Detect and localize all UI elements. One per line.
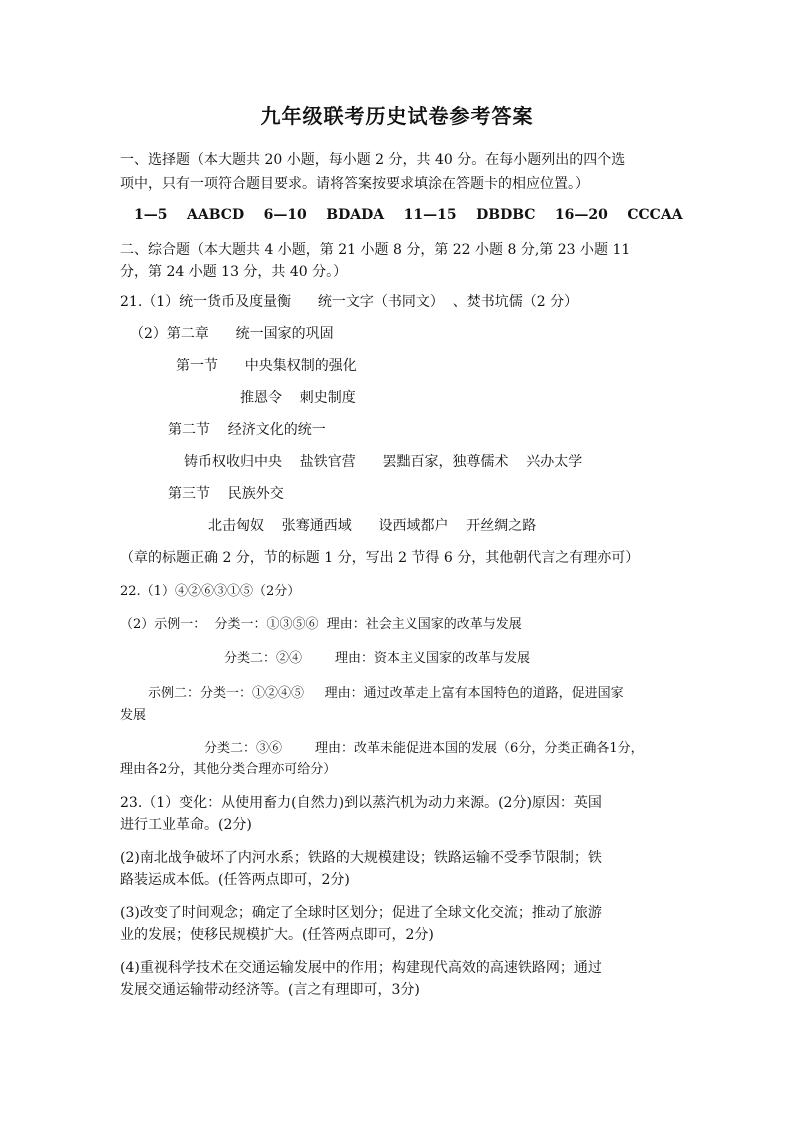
q21-part2-chapter: （2）第二章 统一国家的巩固 <box>130 326 334 342</box>
q21-section1-items: 推恩令 刺史制度 <box>240 390 356 406</box>
q22-example2-class2: 分类二：③⑥ 理由：改革未能促进本国的发展（6分，分类正确各1分， <box>204 741 644 756</box>
q21-scoring-note: （章的标题正确 2 分，节的标题 1 分，写出 2 节得 6 分，其他朝代言之有理亦可） <box>120 550 640 566</box>
q23-part3-line2: 业的发展；使移民规模扩大。(任答两点即可，2分) <box>120 927 434 943</box>
section1-intro-line1: 一、选择题（本大题共 20 小题，每小题 2 分，共 40 分。在每小题列出的四个选 <box>120 152 626 168</box>
q23-part3-line1: (3)改变了时间观念；确定了全球时区划分；促进了全球文化交流；推动了旅游 <box>120 905 602 921</box>
q23-part1-line2: 进行工业革命。(2分) <box>120 817 252 833</box>
q23-part2-line1: (2)南北战争破坏了内河水系；铁路的大规模建设；铁路运输不受季节限制；铁 <box>120 850 602 866</box>
q23-part4-line2: 发展交通运输带动经济等。(言之有理即可，3分) <box>120 982 420 998</box>
q21-section3-items: 北击匈奴 张骞通西域 设西域都户 开丝绸之路 <box>208 518 537 534</box>
choice-answers: 1—5 AABCD 6—10 BDADA 11—15 DBDBC 16—20 CCCAA <box>134 207 683 223</box>
q21-section2: 第二节 经济文化的统一 <box>168 422 326 438</box>
page-title: 九年级联考历史试卷参考答案 <box>260 104 534 128</box>
q22-example2-class1: 示例二：分类一：①②④⑤ 理由：通过改革走上富有本国特色的道路，促进国家 <box>148 686 624 701</box>
section2-intro-line2: 分，第 24 小题 13 分，共 40 分。） <box>120 264 348 280</box>
q21-section3: 第三节 民族外交 <box>168 486 284 502</box>
q21-section2-items: 铸币权收归中央 盐铁官营 罢黜百家，独尊儒术 兴办太学 <box>184 454 583 470</box>
q21-section1: 第一节 中央集权制的强化 <box>176 358 357 374</box>
section1-intro-line2: 项中，只有一项符合题目要求。请将答案按要求填涂在答题卡的相应位置。） <box>120 176 589 192</box>
q22-example1-class2: 分类二：②④ 理由：资本主义国家的改革与发展 <box>224 651 531 666</box>
q23-part4-line1: (4)重视科学技术在交通运输发展中的作用；构建现代高效的高速铁路网；通过 <box>120 960 602 976</box>
q22-part1: 22.（1）④②⑥③①⑤（2分） <box>120 584 301 599</box>
q23-part2-line2: 路装运成本低。(任答两点即可，2分) <box>120 872 350 888</box>
q21-part1: 21.（1）统一货币及度量衡 统一文字（书同文） 、焚书坑儒（2 分） <box>120 294 579 310</box>
q22-scoring-note: 理由各2分，其他分类合理亦可给分） <box>120 762 337 777</box>
q23-part1-line1: 23.（1）变化：从使用畜力(自然力)到以蒸汽机为动力来源。(2分)原因：英国 <box>120 795 602 811</box>
section2-intro-line1: 二、综合题（本大题共 4 小题，第 21 小题 8 分，第 22 小题 8 分,第 23 小题 11 <box>120 242 631 258</box>
q22-example2-class1-cont: 发展 <box>120 708 147 723</box>
q22-example1-class1: （2）示例一： 分类一：①③⑤⑥ 理由：社会主义国家的改革与发展 <box>120 617 522 632</box>
